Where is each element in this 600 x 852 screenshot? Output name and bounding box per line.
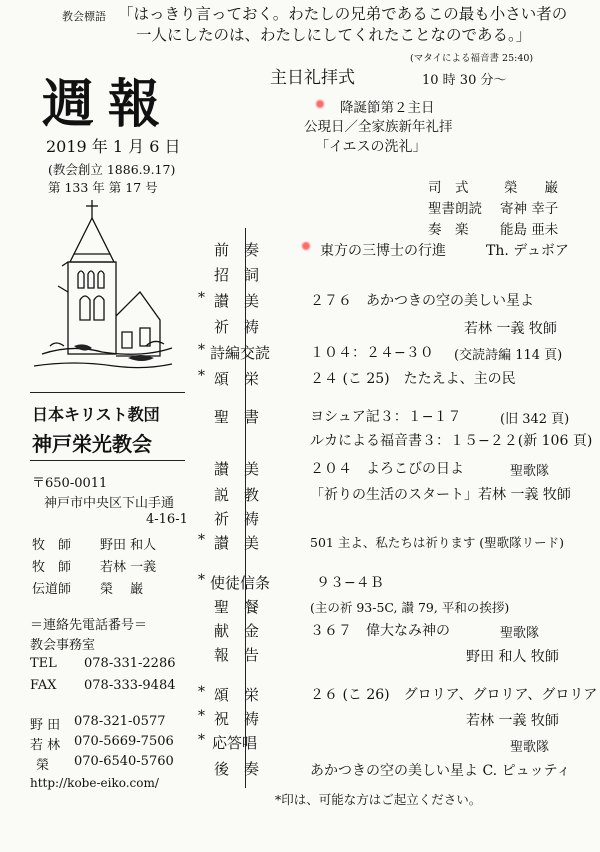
staff-role: 牧 師 xyxy=(32,560,72,575)
item-text: ２７６ あかつきの空の美しい星よ xyxy=(310,293,534,309)
staff-name: 能島 亜未 xyxy=(500,222,559,238)
service-title: 主日礼拝式 xyxy=(270,68,355,88)
website-link[interactable]: http://kobe-eiko.com/ xyxy=(30,776,159,790)
item-label: 祝 祷 xyxy=(214,710,260,728)
volume-number: 第 133 年 第 17 号 xyxy=(48,180,158,195)
staff-role: 牧 師 xyxy=(32,538,72,553)
stand-mark: * xyxy=(198,290,205,306)
item-extra: (旧 342 頁) xyxy=(500,412,570,427)
item-label: 後 奏 xyxy=(214,760,260,778)
address-line-1: 神戸市中央区下山手通 xyxy=(44,496,175,511)
item-label: 報 告 xyxy=(214,646,260,664)
item-label: 讃 美 xyxy=(214,460,260,478)
red-mark xyxy=(302,242,310,250)
postal-code: 〒650-0011 xyxy=(32,476,108,491)
service-time: 10 時 30 分〜 xyxy=(422,73,507,88)
phone-name: 野 田 xyxy=(30,718,61,733)
item-label: 讃 美 xyxy=(214,534,260,552)
office-label: 教会事務室 xyxy=(30,638,96,653)
staff-name: 野田 和人 xyxy=(100,538,157,553)
tel-label: TEL xyxy=(30,656,57,671)
item-text: ヨシュア記３：１−１７ xyxy=(310,409,462,425)
item-label: 使徒信条 xyxy=(210,574,271,592)
stand-mark: * xyxy=(198,368,205,384)
staff-role: 聖書朗読 xyxy=(428,201,482,217)
item-label: 聖 書 xyxy=(214,408,260,426)
church-motto xyxy=(118,4,567,46)
phone-name: 榮 xyxy=(36,758,50,773)
item-label: 頌 栄 xyxy=(214,686,260,704)
item-label: 頌 栄 xyxy=(214,370,260,388)
staff-role: 伝道師 xyxy=(32,582,72,597)
item-text: ９３−４Ｂ xyxy=(316,575,384,591)
fax-label: FAX xyxy=(30,678,57,693)
item-person: 野田 和人 牧師 xyxy=(466,649,559,665)
staff-name: 寄神 幸子 xyxy=(500,201,559,217)
stand-mark: * xyxy=(198,732,205,748)
item-label: 讃 美 xyxy=(214,292,260,310)
item-text: ３６７ 偉大なみ神の xyxy=(310,623,450,639)
item-label: 招 詞 xyxy=(214,266,260,284)
item-label: 祈 祷 xyxy=(214,318,260,336)
church-illustration xyxy=(28,196,178,376)
left-divider-top xyxy=(30,392,185,393)
item-text: ２６ (こ 26) グロリア、グロリア、グロリア xyxy=(310,687,598,703)
special-service: 公現日／全家族新年礼拝 xyxy=(304,119,453,135)
denomination-name: 日本キリスト教団 xyxy=(32,405,160,424)
bulletin-date: 2019 年 1 月 6 日 xyxy=(46,137,181,156)
staff-role: 司 式 xyxy=(428,180,469,196)
standing-footnote: *印は、可能な方はご起立ください。 xyxy=(275,792,482,807)
stand-mark: * xyxy=(198,684,205,700)
item-label: 説 教 xyxy=(214,486,260,504)
sermon-title: 「イエスの洗礼」 xyxy=(315,139,427,155)
item-label: 祈 祷 xyxy=(214,510,260,528)
bulletin-title: 週報 xyxy=(42,74,175,135)
item-text: 「祈りの生活のスタート」若林 一義 牧師 xyxy=(310,487,571,503)
contact-heading: ＝連絡先電話番号＝ xyxy=(30,618,148,633)
motto-source: (マタイによる福音書 25:40) xyxy=(410,53,534,64)
item-extra: 聖歌隊 xyxy=(510,464,550,479)
phone-number[interactable]: 078-321-0577 xyxy=(74,714,166,729)
item-text: １０４：２４−３０ xyxy=(310,345,434,361)
founded-date: (教会創立 1886.9.17) xyxy=(48,162,176,177)
phone-number[interactable]: 070-5669-7506 xyxy=(74,734,174,749)
item-text: (主の祈 93-5C, 讃 79, 平和の挨拶) xyxy=(310,600,510,615)
item-text-2: ルカによる福音書３：１５−２２(新 106 頁) xyxy=(310,433,593,449)
item-label: 前 奏 xyxy=(214,241,260,259)
church-name: 神戸栄光教会 xyxy=(32,432,152,456)
item-person: 若林 一義 牧師 xyxy=(466,713,559,729)
phone-name: 若 林 xyxy=(30,738,61,753)
fax-number: 078-333-9484 xyxy=(84,678,176,693)
item-text: 501 主よ、私たちは祈ります (聖歌隊リード) xyxy=(310,535,565,550)
staff-name: 榮 巌 xyxy=(100,582,144,597)
phone-number[interactable]: 070-6540-5760 xyxy=(74,754,174,769)
red-mark xyxy=(316,100,324,108)
item-text: あかつきの空の美しい星よ C. ピュッティ xyxy=(310,763,571,779)
item-extra: 聖歌隊 xyxy=(500,626,540,641)
stand-mark: * xyxy=(198,532,205,548)
item-extra: Th. デュボア xyxy=(486,243,569,259)
stand-mark: * xyxy=(198,708,205,724)
stand-mark: * xyxy=(198,342,205,358)
motto-line-1: 「はっきり言っておく。わたしの兄弟であるこの最も小さい者の xyxy=(118,5,568,23)
item-label: 詩編交読 xyxy=(210,344,271,362)
staff-name: 若林 一義 xyxy=(100,560,157,575)
stand-mark: * xyxy=(198,572,205,588)
liturgical-sunday: 降誕節第２主日 xyxy=(340,100,435,116)
motto-line-2: 一人にしたのは、わたしにしてくれたことなのである。」 xyxy=(136,26,532,44)
staff-role: 奏 楽 xyxy=(428,222,469,238)
item-label: 聖 餐 xyxy=(214,598,260,616)
motto-label: 教会標語 xyxy=(62,10,106,23)
tel-number[interactable]: 078-331-2286 xyxy=(84,656,176,671)
item-text: ２０４ よろこびの日よ xyxy=(310,461,464,477)
address-line-2: 4-16-1 xyxy=(146,512,188,527)
left-divider-mid xyxy=(30,460,185,461)
item-text: ２４ (こ 25) たたえよ、主の民 xyxy=(310,371,516,387)
item-label: 応答唱 xyxy=(212,734,258,752)
item-extra: (交読詩編 114 頁) xyxy=(454,348,563,363)
item-text: 東方の三博士の行進 xyxy=(320,243,446,259)
item-person: 聖歌隊 xyxy=(510,740,550,755)
staff-name: 榮 巌 xyxy=(504,180,558,196)
item-label: 献 金 xyxy=(214,622,260,640)
item-person: 若林 一義 牧師 xyxy=(464,321,557,337)
